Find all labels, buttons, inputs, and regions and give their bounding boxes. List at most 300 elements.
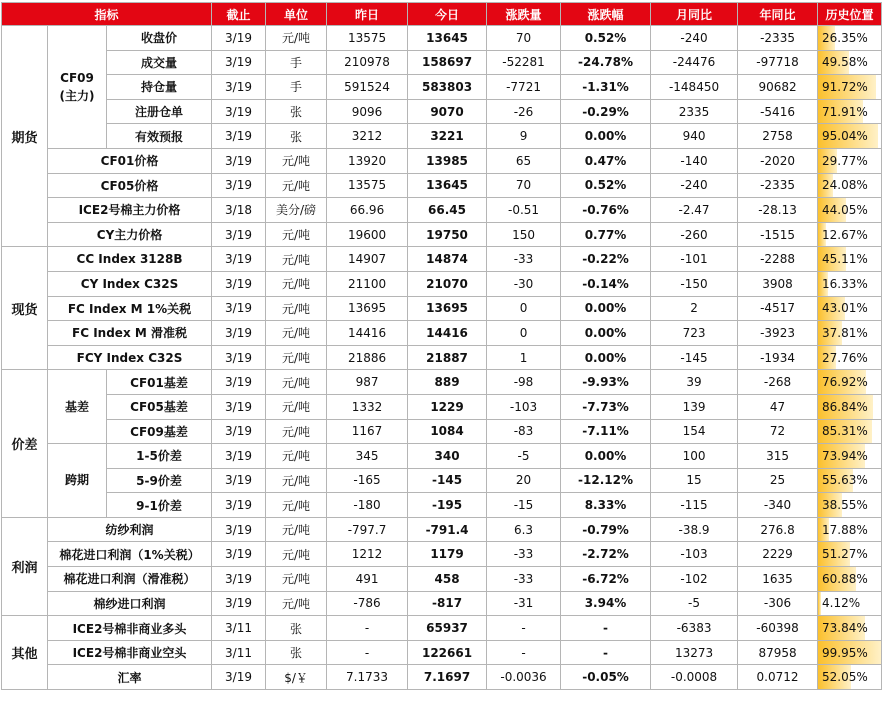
hist-position-value: 73.94% (822, 448, 868, 463)
date-cell: 3/19 (212, 173, 266, 198)
mom-cell: 2 (651, 296, 738, 321)
unit-cell: 元/吨 (266, 370, 327, 395)
change-cell: 150 (487, 222, 561, 247)
date-cell: 3/19 (212, 591, 266, 616)
hist-position-cell (818, 247, 882, 272)
change-cell: -98 (487, 370, 561, 395)
table-row (2, 173, 882, 198)
table-row (2, 124, 882, 149)
date-cell: 3/19 (212, 222, 266, 247)
mom-cell: 39 (651, 370, 738, 395)
yesterday-cell: 987 (327, 370, 408, 395)
date-cell: 3/19 (212, 271, 266, 296)
change-pct-cell: -2.72% (561, 542, 651, 567)
table-row (2, 247, 882, 272)
yoy-cell: 47 (738, 394, 818, 419)
yesterday-cell: 14907 (327, 247, 408, 272)
indicator-name: 注册仓单 (107, 99, 212, 124)
change-cell: 20 (487, 468, 561, 493)
yoy-cell: 3908 (738, 271, 818, 296)
today-cell: -195 (408, 493, 487, 518)
category-label: 价差 (2, 370, 48, 518)
today-cell: 1229 (408, 394, 487, 419)
header-mom[interactable]: 月同比 (651, 3, 738, 26)
mom-cell: 154 (651, 419, 738, 444)
hist-position-value: 99.95% (822, 645, 868, 660)
mom-cell: 940 (651, 124, 738, 149)
mom-cell: -102 (651, 567, 738, 592)
change-cell: -31 (487, 591, 561, 616)
change-pct-cell: - (561, 640, 651, 665)
hist-position-cell (818, 616, 882, 641)
indicator-name: CF09基差 (107, 419, 212, 444)
today-cell: -817 (408, 591, 487, 616)
mom-cell: -240 (651, 173, 738, 198)
today-cell: 19750 (408, 222, 487, 247)
hist-position-value: 43.01% (822, 301, 868, 316)
date-cell: 3/19 (212, 370, 266, 395)
mom-cell: -240 (651, 26, 738, 51)
table-row (2, 198, 882, 223)
date-cell: 3/11 (212, 640, 266, 665)
hist-position-cell (818, 345, 882, 370)
unit-cell: 元/吨 (266, 26, 327, 51)
change-pct-cell: 3.94% (561, 591, 651, 616)
date-cell: 3/19 (212, 75, 266, 100)
unit-cell: 元/吨 (266, 296, 327, 321)
yesterday-cell: 13575 (327, 26, 408, 51)
yesterday-cell: -797.7 (327, 517, 408, 542)
yoy-cell: 276.8 (738, 517, 818, 542)
change-pct-cell: - (561, 616, 651, 641)
today-cell: 66.45 (408, 198, 487, 223)
mom-cell: -150 (651, 271, 738, 296)
today-cell: -145 (408, 468, 487, 493)
yesterday-cell: -180 (327, 493, 408, 518)
mom-cell: 13273 (651, 640, 738, 665)
hist-position-cell (818, 591, 882, 616)
yesterday-cell: 591524 (327, 75, 408, 100)
unit-cell: 元/吨 (266, 247, 327, 272)
yesterday-cell: -165 (327, 468, 408, 493)
table-row (2, 222, 882, 247)
indicator-name: CC Index 3128B (48, 247, 212, 272)
hist-position-cell (818, 173, 882, 198)
table-row (2, 640, 882, 665)
change-cell: -33 (487, 542, 561, 567)
change-pct-cell: 0.77% (561, 222, 651, 247)
unit-cell: 元/吨 (266, 517, 327, 542)
unit-cell: 元/吨 (266, 542, 327, 567)
hist-position-cell (818, 198, 882, 223)
today-cell: 21887 (408, 345, 487, 370)
change-pct-cell: -0.14% (561, 271, 651, 296)
hist-position-cell (818, 321, 882, 346)
date-cell: 3/19 (212, 50, 266, 75)
subgroup-label: 跨期 (48, 444, 107, 518)
mom-cell: -115 (651, 493, 738, 518)
table-row (2, 99, 882, 124)
change-pct-cell: -24.78% (561, 50, 651, 75)
date-cell: 3/19 (212, 419, 266, 444)
date-cell: 3/19 (212, 567, 266, 592)
today-cell: 13695 (408, 296, 487, 321)
indicator-name: CF01基差 (107, 370, 212, 395)
hist-position-value: 37.81% (822, 325, 868, 340)
mom-cell: -6383 (651, 616, 738, 641)
change-cell: 6.3 (487, 517, 561, 542)
indicator-name: CF01价格 (48, 148, 212, 173)
change-cell: -0.0036 (487, 665, 561, 690)
change-pct-cell: -1.31% (561, 75, 651, 100)
hist-position-value: 52.05% (822, 670, 868, 685)
indicator-name: ICE2号棉主力价格 (48, 198, 212, 223)
yoy-cell: 2758 (738, 124, 818, 149)
indicator-name: 收盘价 (107, 26, 212, 51)
change-cell: -83 (487, 419, 561, 444)
yoy-cell: -28.13 (738, 198, 818, 223)
header-change-pct[interactable]: 涨跌幅 (561, 3, 651, 26)
change-pct-cell: 0.00% (561, 321, 651, 346)
hist-position-cell (818, 665, 882, 690)
unit-cell: $/￥ (266, 665, 327, 690)
unit-cell: 张 (266, 124, 327, 149)
yoy-cell: -60398 (738, 616, 818, 641)
change-pct-cell: -9.93% (561, 370, 651, 395)
today-cell: 13645 (408, 26, 487, 51)
unit-cell: 元/吨 (266, 591, 327, 616)
hist-position-value: 91.72% (822, 79, 868, 94)
unit-cell: 元/吨 (266, 345, 327, 370)
mom-cell: -2.47 (651, 198, 738, 223)
hist-position-value: 12.67% (822, 227, 868, 242)
mom-cell: 15 (651, 468, 738, 493)
indicator-name: CF05价格 (48, 173, 212, 198)
table-row (2, 665, 882, 690)
today-cell: 458 (408, 567, 487, 592)
hist-position-value: 55.63% (822, 473, 868, 488)
yoy-cell: 0.0712 (738, 665, 818, 690)
yesterday-cell: - (327, 640, 408, 665)
today-cell: 122661 (408, 640, 487, 665)
unit-cell: 张 (266, 99, 327, 124)
date-cell: 3/19 (212, 665, 266, 690)
change-pct-cell: 0.00% (561, 345, 651, 370)
header-yesterday[interactable]: 昨日 (327, 3, 408, 26)
indicator-name: 5-9价差 (107, 468, 212, 493)
indicator-name: 棉花进口利润（滑准税） (48, 567, 212, 592)
table-row (2, 468, 882, 493)
yesterday-cell: 1332 (327, 394, 408, 419)
change-cell: -26 (487, 99, 561, 124)
change-cell: -30 (487, 271, 561, 296)
header-unit[interactable]: 单位 (266, 3, 327, 26)
mom-cell: -24476 (651, 50, 738, 75)
unit-cell: 元/吨 (266, 148, 327, 173)
indicator-name: CY主力价格 (48, 222, 212, 247)
change-pct-cell: 0.47% (561, 148, 651, 173)
hist-position-cell (818, 370, 882, 395)
hist-position-cell (818, 542, 882, 567)
change-cell: -33 (487, 247, 561, 272)
today-cell: 14416 (408, 321, 487, 346)
hist-position-cell (818, 419, 882, 444)
yesterday-cell: 19600 (327, 222, 408, 247)
yoy-cell: -1934 (738, 345, 818, 370)
hist-position-value: 76.92% (822, 375, 868, 390)
table-row (2, 26, 882, 51)
yoy-cell: -2020 (738, 148, 818, 173)
yoy-cell: -2288 (738, 247, 818, 272)
indicator-name: FC Index M 1%关税 (48, 296, 212, 321)
change-pct-cell: -7.11% (561, 419, 651, 444)
category-label: 利润 (2, 517, 48, 615)
table-row (2, 394, 882, 419)
yesterday-cell: 21100 (327, 271, 408, 296)
indicator-name: 持仓量 (107, 75, 212, 100)
today-cell: 14874 (408, 247, 487, 272)
yesterday-cell: 1167 (327, 419, 408, 444)
indicator-name: FC Index M 滑准税 (48, 321, 212, 346)
hist-position-value: 27.76% (822, 350, 868, 365)
mom-cell: 723 (651, 321, 738, 346)
mom-cell: 2335 (651, 99, 738, 124)
unit-cell: 元/吨 (266, 444, 327, 469)
date-cell: 3/19 (212, 517, 266, 542)
yesterday-cell: 345 (327, 444, 408, 469)
yesterday-cell: -786 (327, 591, 408, 616)
table-body (2, 26, 882, 690)
yoy-cell: -3923 (738, 321, 818, 346)
category-label: 其他 (2, 616, 48, 690)
change-pct-cell: 0.00% (561, 444, 651, 469)
indicator-name: 9-1价差 (107, 493, 212, 518)
unit-cell: 张 (266, 640, 327, 665)
change-cell: 0 (487, 321, 561, 346)
change-cell: 1 (487, 345, 561, 370)
change-pct-cell: 8.33% (561, 493, 651, 518)
today-cell: 1084 (408, 419, 487, 444)
hist-position-value: 4.12% (822, 596, 861, 611)
mom-cell: -38.9 (651, 517, 738, 542)
mom-cell: 100 (651, 444, 738, 469)
mom-cell: 139 (651, 394, 738, 419)
yesterday-cell: 9096 (327, 99, 408, 124)
hist-position-cell (818, 444, 882, 469)
change-pct-cell: 0.52% (561, 173, 651, 198)
table-row (2, 321, 882, 346)
indicator-name: ICE2号棉非商业空头 (48, 640, 212, 665)
yoy-cell: 1635 (738, 567, 818, 592)
hist-position-cell (818, 271, 882, 296)
cotton-indicator-table (1, 2, 882, 690)
unit-cell: 美分/磅 (266, 198, 327, 223)
yesterday-cell: 21886 (327, 345, 408, 370)
header-hist-position[interactable]: 历史位置 (818, 3, 882, 26)
change-cell: -0.51 (487, 198, 561, 223)
date-cell: 3/19 (212, 394, 266, 419)
change-cell: - (487, 640, 561, 665)
indicator-name: 棉花进口利润（1%关税） (48, 542, 212, 567)
table-row (2, 444, 882, 469)
mom-cell: -101 (651, 247, 738, 272)
hist-position-cell (818, 99, 882, 124)
header-change[interactable]: 涨跌量 (487, 3, 561, 26)
date-cell: 3/11 (212, 616, 266, 641)
yesterday-cell: 13575 (327, 173, 408, 198)
yoy-cell: -97718 (738, 50, 818, 75)
data-table-container (1, 2, 882, 690)
today-cell: 21070 (408, 271, 487, 296)
hist-position-value: 60.88% (822, 571, 868, 586)
table-row (2, 419, 882, 444)
hist-position-cell (818, 26, 882, 51)
hist-position-value: 26.35% (822, 30, 868, 45)
yoy-cell: -268 (738, 370, 818, 395)
date-cell: 3/19 (212, 542, 266, 567)
indicator-name: 棉纱进口利润 (48, 591, 212, 616)
indicator-name: 纺纱利润 (48, 517, 212, 542)
header-today[interactable]: 今日 (408, 3, 487, 26)
indicator-name: 有效预报 (107, 124, 212, 149)
yesterday-cell: - (327, 616, 408, 641)
change-cell: 70 (487, 26, 561, 51)
change-cell: -33 (487, 567, 561, 592)
unit-cell: 元/吨 (266, 173, 327, 198)
hist-position-value: 16.33% (822, 276, 868, 291)
change-cell: -103 (487, 394, 561, 419)
indicator-name: CY Index C32S (48, 271, 212, 296)
hist-position-cell (818, 124, 882, 149)
unit-cell: 元/吨 (266, 419, 327, 444)
yoy-cell: 2229 (738, 542, 818, 567)
unit-cell: 元/吨 (266, 222, 327, 247)
date-cell: 3/19 (212, 321, 266, 346)
today-cell: 7.1697 (408, 665, 487, 690)
hist-position-value: 85.31% (822, 424, 868, 439)
date-cell: 3/19 (212, 345, 266, 370)
mom-cell: -103 (651, 542, 738, 567)
hist-position-value: 73.84% (822, 621, 868, 636)
hist-position-value: 17.88% (822, 522, 868, 537)
hist-position-cell (818, 567, 882, 592)
yoy-cell: 90682 (738, 75, 818, 100)
unit-cell: 元/吨 (266, 394, 327, 419)
change-pct-cell: 0.52% (561, 26, 651, 51)
hist-position-cell (818, 394, 882, 419)
table-row (2, 591, 882, 616)
today-cell: 340 (408, 444, 487, 469)
change-pct-cell: 0.00% (561, 296, 651, 321)
today-cell: -791.4 (408, 517, 487, 542)
today-cell: 13985 (408, 148, 487, 173)
indicator-name: CF05基差 (107, 394, 212, 419)
yoy-cell: -306 (738, 591, 818, 616)
header-date[interactable]: 截止 (212, 3, 266, 26)
unit-cell: 元/吨 (266, 271, 327, 296)
today-cell: 1179 (408, 542, 487, 567)
hist-position-value: 29.77% (822, 153, 868, 168)
yoy-cell: -1515 (738, 222, 818, 247)
mom-cell: -260 (651, 222, 738, 247)
yoy-cell: -340 (738, 493, 818, 518)
change-pct-cell: 0.00% (561, 124, 651, 149)
today-cell: 3221 (408, 124, 487, 149)
hist-position-cell (818, 640, 882, 665)
yesterday-cell: 14416 (327, 321, 408, 346)
change-cell: -7721 (487, 75, 561, 100)
header-row (2, 3, 882, 26)
change-cell: 0 (487, 296, 561, 321)
hist-position-cell (818, 222, 882, 247)
hist-position-value: 86.84% (822, 399, 868, 414)
header-indicator[interactable]: 指标 (2, 3, 212, 26)
table-row (2, 517, 882, 542)
mom-cell: -5 (651, 591, 738, 616)
header-yoy[interactable]: 年同比 (738, 3, 818, 26)
change-cell: -15 (487, 493, 561, 518)
today-cell: 9070 (408, 99, 487, 124)
change-pct-cell: -0.22% (561, 247, 651, 272)
table-row (2, 296, 882, 321)
yoy-cell: -4517 (738, 296, 818, 321)
change-cell: 9 (487, 124, 561, 149)
mom-cell: -140 (651, 148, 738, 173)
yesterday-cell: 13695 (327, 296, 408, 321)
unit-cell: 手 (266, 50, 327, 75)
change-pct-cell: -12.12% (561, 468, 651, 493)
table-row (2, 370, 882, 395)
today-cell: 889 (408, 370, 487, 395)
yesterday-cell: 3212 (327, 124, 408, 149)
change-cell: 70 (487, 173, 561, 198)
indicator-name: FCY Index C32S (48, 345, 212, 370)
hist-position-value: 44.05% (822, 202, 868, 217)
today-cell: 13645 (408, 173, 487, 198)
indicator-name: ICE2号棉非商业多头 (48, 616, 212, 641)
subgroup-label: 基差 (48, 370, 107, 444)
change-cell: - (487, 616, 561, 641)
mom-cell: -145 (651, 345, 738, 370)
table-row (2, 75, 882, 100)
today-cell: 65937 (408, 616, 487, 641)
table-row (2, 567, 882, 592)
today-cell: 583803 (408, 75, 487, 100)
hist-position-cell (818, 296, 882, 321)
hist-position-value: 95.04% (822, 129, 868, 144)
yesterday-cell: 1212 (327, 542, 408, 567)
date-cell: 3/19 (212, 26, 266, 51)
hist-position-value: 51.27% (822, 547, 868, 562)
indicator-name: 成交量 (107, 50, 212, 75)
indicator-name: 汇率 (48, 665, 212, 690)
date-cell: 3/19 (212, 247, 266, 272)
date-cell: 3/19 (212, 296, 266, 321)
unit-cell: 手 (266, 75, 327, 100)
date-cell: 3/19 (212, 468, 266, 493)
hist-position-value: 71.91% (822, 104, 868, 119)
hist-position-cell (818, 75, 882, 100)
hist-position-cell (818, 517, 882, 542)
unit-cell: 元/吨 (266, 493, 327, 518)
yesterday-cell: 7.1733 (327, 665, 408, 690)
hist-position-cell (818, 148, 882, 173)
date-cell: 3/19 (212, 493, 266, 518)
mom-cell: -148450 (651, 75, 738, 100)
unit-cell: 张 (266, 616, 327, 641)
yesterday-cell: 491 (327, 567, 408, 592)
yesterday-cell: 210978 (327, 50, 408, 75)
